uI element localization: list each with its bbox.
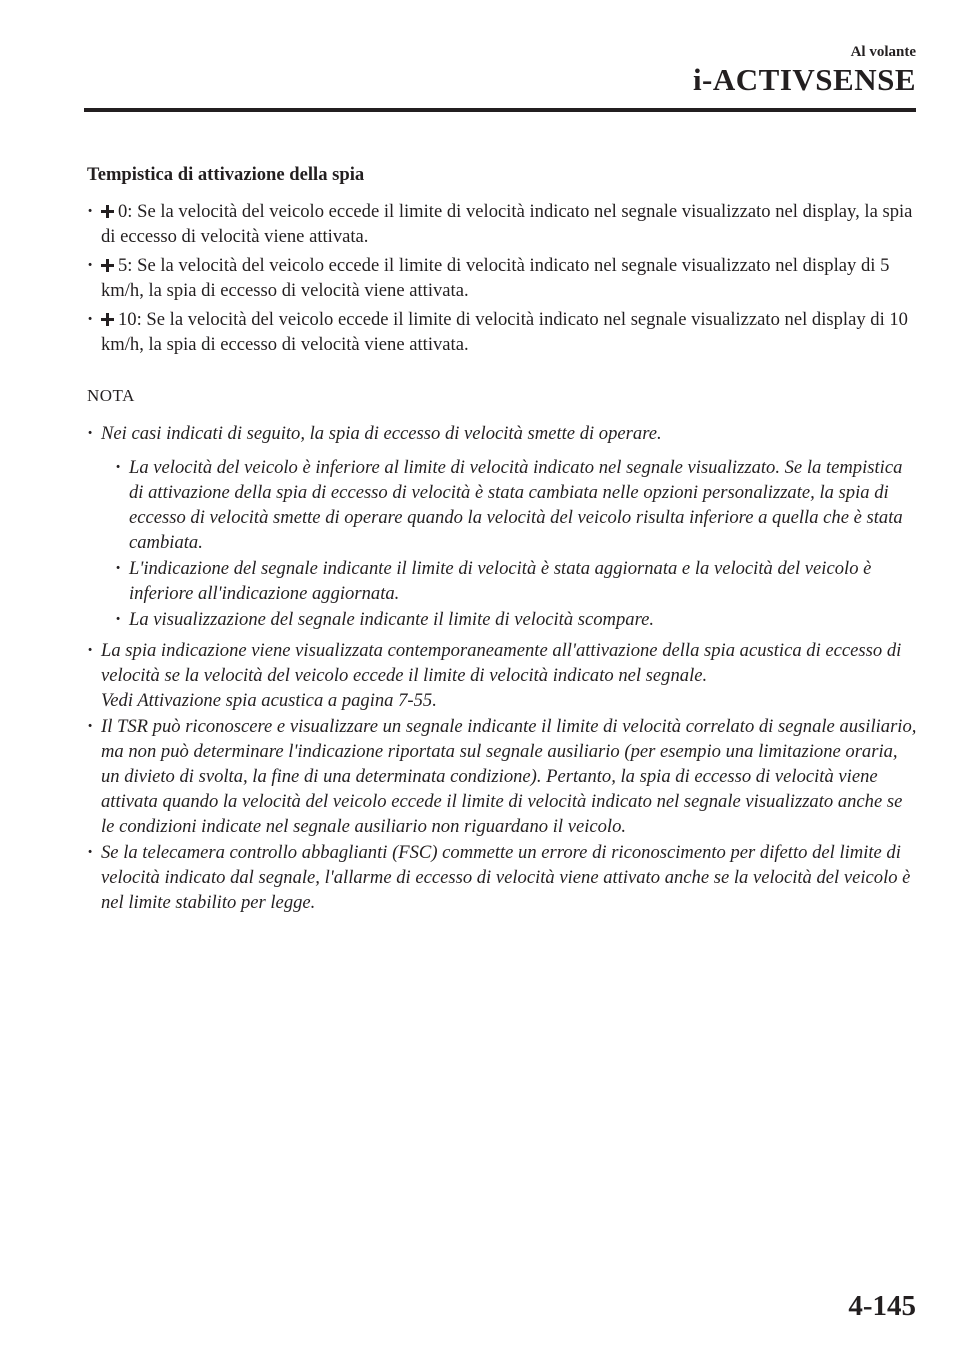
note-item-text: Nei casi indicati di seguito, la spia di eccesso di velocità smette di operare. <box>101 423 662 444</box>
note-item <box>87 638 917 713</box>
list-item <box>87 199 917 249</box>
note-item-text: La spia indicazione viene visualizzata contemporaneamente all'attivazione della spia acustica di eccesso di velocità se la velocità del veicolo eccede il limite di velocità indicato nel segnale. <box>101 640 902 686</box>
note-item <box>87 421 917 632</box>
header-divider <box>84 108 916 112</box>
list-item <box>87 253 917 303</box>
note-sub-item: · La visualizzazione del segnale indicante il limite di velocità scompare. <box>115 607 917 632</box>
note-heading: NOTA <box>87 386 135 405</box>
plus-icon <box>101 205 114 218</box>
timing-list <box>87 199 917 357</box>
plus-icon <box>101 313 114 326</box>
page-reference: Vedi Attivazione spia acustica a pagina 7-55. <box>101 690 437 711</box>
list-item-text: 0: Se la velocità del veicolo eccede il limite di velocità indicato nel segnale visualizzato nel display, la spia di eccesso di velocità viene attivata. <box>101 201 913 247</box>
header-section-label: Al volante <box>850 44 916 60</box>
page-title: i-ACTIVSENSE <box>692 62 916 97</box>
plus-icon <box>101 259 114 272</box>
main-content <box>87 162 917 916</box>
note-sub-item: · L'indicazione del segnale indicante il limite di velocità è stata aggiornata e la velocità del veicolo è inferiore all'indicazione aggiornata. <box>115 556 917 606</box>
note-list <box>87 421 917 915</box>
page-number: 4-145 <box>848 1290 916 1322</box>
note-sub-item: · La velocità del veicolo è inferiore al limite di velocità indicato nel segnale visualizzato. Se la tempistica di attivazione della spia di eccesso di velocità è stata cambiata nelle opzioni personalizzate, la spia di eccesso di velocità smette di operare quando la velocità del veicolo risulta inferiore a quella che è stata cambiata. <box>115 455 917 555</box>
list-item-text: 10: Se la velocità del veicolo eccede il limite di velocità indicato nel segnale visualizzato nel display di 10 km/h, la spia di eccesso di velocità viene attivata. <box>101 309 908 355</box>
subheading: Tempistica di attivazione della spia <box>87 164 365 185</box>
list-item <box>87 307 917 357</box>
note-sub-list <box>101 455 917 632</box>
note-item: · Se la telecamera controllo abbaglianti (FSC) commette un errore di riconoscimento per difetto del limite di velocità indicato dal segnale, l'allarme di eccesso di velocità viene attivato anche se la velocità del veicolo è nel limite stabilito per legge. <box>87 840 917 915</box>
note-item: · Il TSR può riconoscere e visualizzare un segnale indicante il limite di velocità correlato di segnale ausiliario, ma non può determinare l'indicazione riportata sul segnale ausiliario (per esempio una limitazione oraria, un divieto di svolta, la fine di una determinata condizione). Pertanto, la spia di eccesso di velocità viene attivata quando la velocità del veicolo eccede il limite di velocità indicato nel segnale visualizzato anche se le condizioni indicate nel segnale ausiliario non riguardano il veicolo. <box>87 714 917 839</box>
list-item-text: 5: Se la velocità del veicolo eccede il limite di velocità indicato nel segnale visualizzato nel display di 5 km/h, la spia di eccesso di velocità viene attivata. <box>101 255 890 301</box>
